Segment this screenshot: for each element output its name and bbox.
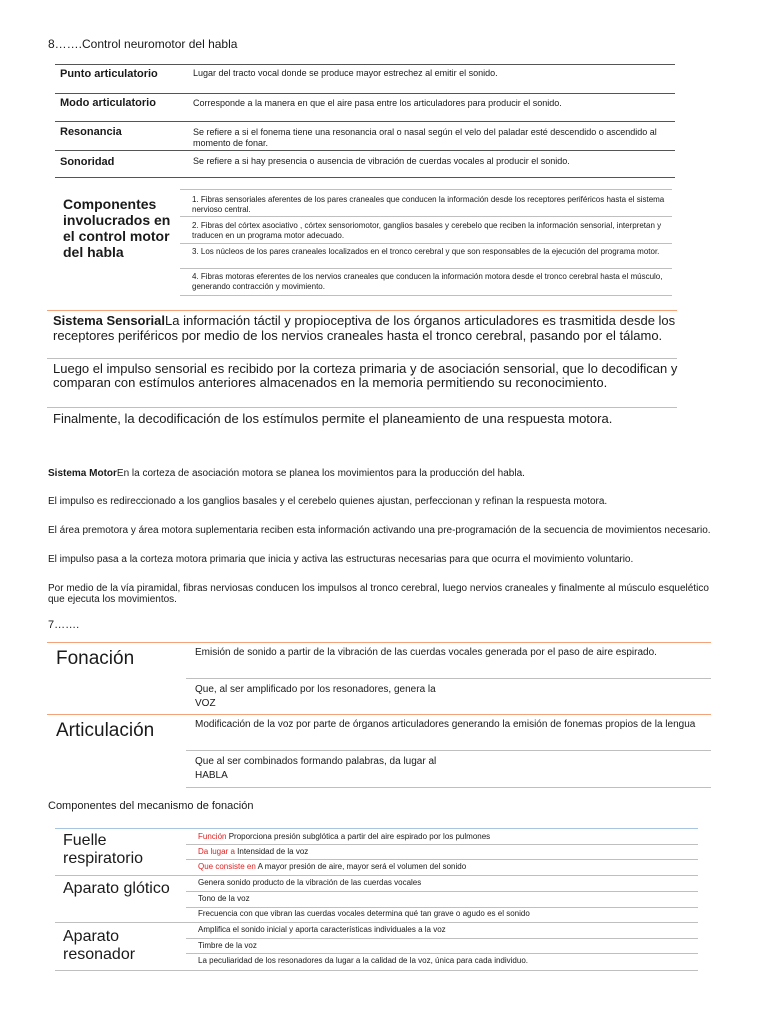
fuelle-row-1 bbox=[198, 832, 693, 842]
divider bbox=[180, 295, 672, 296]
divider bbox=[47, 714, 711, 715]
divider bbox=[180, 216, 672, 217]
fonacion-text-2a: Que, al ser amplificado por los resonadores, genera la bbox=[195, 684, 436, 695]
component-item-1: 1. Fibras sensoriales aferentes de los pares craneales que conducen la información desde los receptores periféricos hasta el sistema nervioso central. bbox=[192, 195, 665, 214]
divider bbox=[55, 93, 675, 94]
glotico-label: Aparato glótico bbox=[63, 880, 170, 897]
divider bbox=[186, 907, 698, 908]
divider bbox=[186, 938, 698, 939]
motor-paragraph-5: Por medio de la vía piramidal, fibras nerviosas conducen los impulsos al tronco cerebral, luego nervios craneales y finalmente al músculo esquelético que ejecuta los movimientos. bbox=[48, 583, 709, 605]
row-label-modo: Modo articulatorio bbox=[60, 97, 156, 109]
divider bbox=[186, 844, 698, 845]
glotico-row-2: Tono de la voz bbox=[198, 894, 250, 903]
section-7-title: 7……. bbox=[48, 619, 80, 631]
resonador-row-1: Amplifica el sonido inicial y aporta características individuales a la voz bbox=[198, 925, 446, 934]
component-item-3: 3. Los núcleos de los pares craneales localizados en el tronco cerebral y que son responsables de la ejecución del programa motor. bbox=[192, 247, 660, 256]
sensorial-paragraph-2: Luego el impulso sensorial es recibido por la corteza primaria y de asociación sensorial, que lo decodifican y comparan con estímulos anteriores almacenados en la memoria permitiendo su reconocimiento. bbox=[53, 361, 678, 390]
divider bbox=[47, 642, 711, 643]
articulacion-text-2a: Que al ser combinados formando palabras, da lugar al bbox=[195, 756, 437, 767]
divider bbox=[47, 407, 677, 408]
sensorial-title: Sistema Sensorial bbox=[53, 313, 165, 328]
divider bbox=[55, 64, 675, 65]
articulacion-text-1: Modificación de la voz por parte de órganos articuladores generando la emisión de fonemas propios de la lengua bbox=[195, 719, 696, 730]
row-label-punto: Punto articulatorio bbox=[60, 68, 158, 80]
fuelle-row-3 bbox=[198, 862, 693, 872]
fonacion-voz: VOZ bbox=[195, 698, 216, 709]
glotico-row-3: Frecuencia con que vibran las cuerdas vocales determina qué tan grave o agudo es el sonido bbox=[198, 909, 530, 918]
divider bbox=[186, 891, 698, 892]
fonacion-label: Fonación bbox=[56, 648, 135, 669]
divider bbox=[186, 750, 711, 751]
divider bbox=[55, 970, 698, 971]
divider bbox=[180, 268, 672, 269]
fuelle-key-3: Que consiste en bbox=[198, 862, 256, 871]
divider bbox=[55, 150, 675, 151]
sensorial-paragraph-1 bbox=[53, 313, 678, 343]
row-text-resonancia: Se refiere a si el fonema tiene una resonancia oral o nasal según el velo del paladar esté descendido o ascendido al momento de fonar. bbox=[193, 127, 657, 148]
fonacion-text-1: Emisión de sonido a partir de la vibración de las cuerdas vocales generada por el paso de aire espirado. bbox=[195, 647, 657, 658]
component-item-2: 2. Fibras del córtex asociativo , córtex sensoriomotor, ganglios basales y cerebelo que reciben la información sensorial, interpretan y traducen en un programa motor adecuado. bbox=[192, 221, 662, 240]
fuelle-text-2: Intensidad de la voz bbox=[234, 847, 309, 856]
fuelle-key-2: Da lugar a bbox=[198, 847, 235, 856]
resonador-row-2: Timbre de la voz bbox=[198, 941, 257, 950]
divider bbox=[55, 121, 675, 122]
divider bbox=[186, 787, 711, 788]
fuelle-text-3: A mayor presión de aire, mayor será el volumen del sonido bbox=[255, 862, 467, 871]
glotico-row-1: Genera sonido producto de la vibración de las cuerdas vocales bbox=[198, 878, 422, 887]
divider bbox=[55, 875, 698, 876]
row-label-resonancia: Resonancia bbox=[60, 126, 122, 138]
divider bbox=[55, 922, 698, 923]
motor-title: Sistema Motor bbox=[48, 468, 117, 479]
sensorial-p1-text: La información táctil y propioceptiva de los órganos articuladores es trasmitida desde los receptores periféricos por medio de los nervios craneales hasta el tronco cerebral, pasando por el tálamo. bbox=[53, 313, 676, 343]
sensorial-paragraph-3: Finalmente, la decodificación de los estímulos permite el planeamiento de una respuesta motora. bbox=[53, 411, 613, 426]
mecanismo-title: Componentes del mecanismo de fonación bbox=[48, 800, 254, 812]
motor-p1-text: En la corteza de asociación motora se planea los movimientos para la producción del habla. bbox=[116, 468, 525, 479]
components-title: Componentes involucrados en el control motor del habla bbox=[63, 196, 171, 260]
motor-paragraph-3: El área premotora y área motora suplementaria reciben esta información activando una pre-programación de la secuencia de movimientos necesario. bbox=[48, 525, 711, 536]
fuelle-text-1: Proporciona presión subglótica a partir del aire espirado por los pulmones bbox=[226, 832, 491, 841]
row-text-modo: Corresponde a la manera en que el aire pasa entre los articuladores para producir el sonido. bbox=[193, 98, 562, 108]
divider bbox=[186, 678, 711, 679]
motor-paragraph-4: El impulso pasa a la corteza motora primaria que inicia y activa las estructuras necesarias para que ocurra el movimiento voluntario. bbox=[48, 554, 634, 565]
fuelle-label: Fuelle respiratorio bbox=[63, 832, 144, 867]
divider bbox=[180, 243, 672, 244]
articulacion-label: Articulación bbox=[56, 720, 155, 741]
fuelle-row-2 bbox=[198, 847, 693, 857]
resonador-label: Aparato resonador bbox=[63, 928, 136, 963]
divider bbox=[180, 189, 672, 190]
row-text-sonoridad: Se refiere a si hay presencia o ausencia de vibración de cuerdas vocales al producir el sonido. bbox=[193, 156, 570, 166]
section-8-title: 8…….Control neuromotor del habla bbox=[48, 37, 238, 51]
divider bbox=[47, 310, 677, 311]
row-text-punto: Lugar del tracto vocal donde se produce mayor estrechez al emitir el sonido. bbox=[193, 68, 498, 78]
divider bbox=[186, 859, 698, 860]
articulacion-text-2 bbox=[195, 755, 695, 783]
row-label-sonoridad: Sonoridad bbox=[60, 156, 115, 168]
motor-paragraph-1 bbox=[48, 468, 728, 480]
divider bbox=[186, 953, 698, 954]
fonacion-text-2 bbox=[195, 683, 695, 711]
divider bbox=[47, 358, 677, 359]
fuelle-key-1: Función bbox=[198, 832, 227, 841]
component-item-4: 4. Fibras motoras eferentes de los nervios craneales que conducen la información motora desde el tronco cerebral hasta el músculo, generando contracción y movimiento. bbox=[192, 272, 663, 291]
divider bbox=[55, 828, 698, 829]
motor-paragraph-2: El impulso es redireccionado a los ganglios basales y el cerebelo quienes ajustan, perfeccionan y refinan la respuesta motora. bbox=[48, 496, 608, 507]
resonador-row-3: La peculiaridad de los resonadores da lugar a la calidad de la voz, única para cada individuo. bbox=[198, 956, 528, 965]
divider bbox=[55, 177, 675, 178]
articulacion-habla: HABLA bbox=[195, 770, 228, 781]
